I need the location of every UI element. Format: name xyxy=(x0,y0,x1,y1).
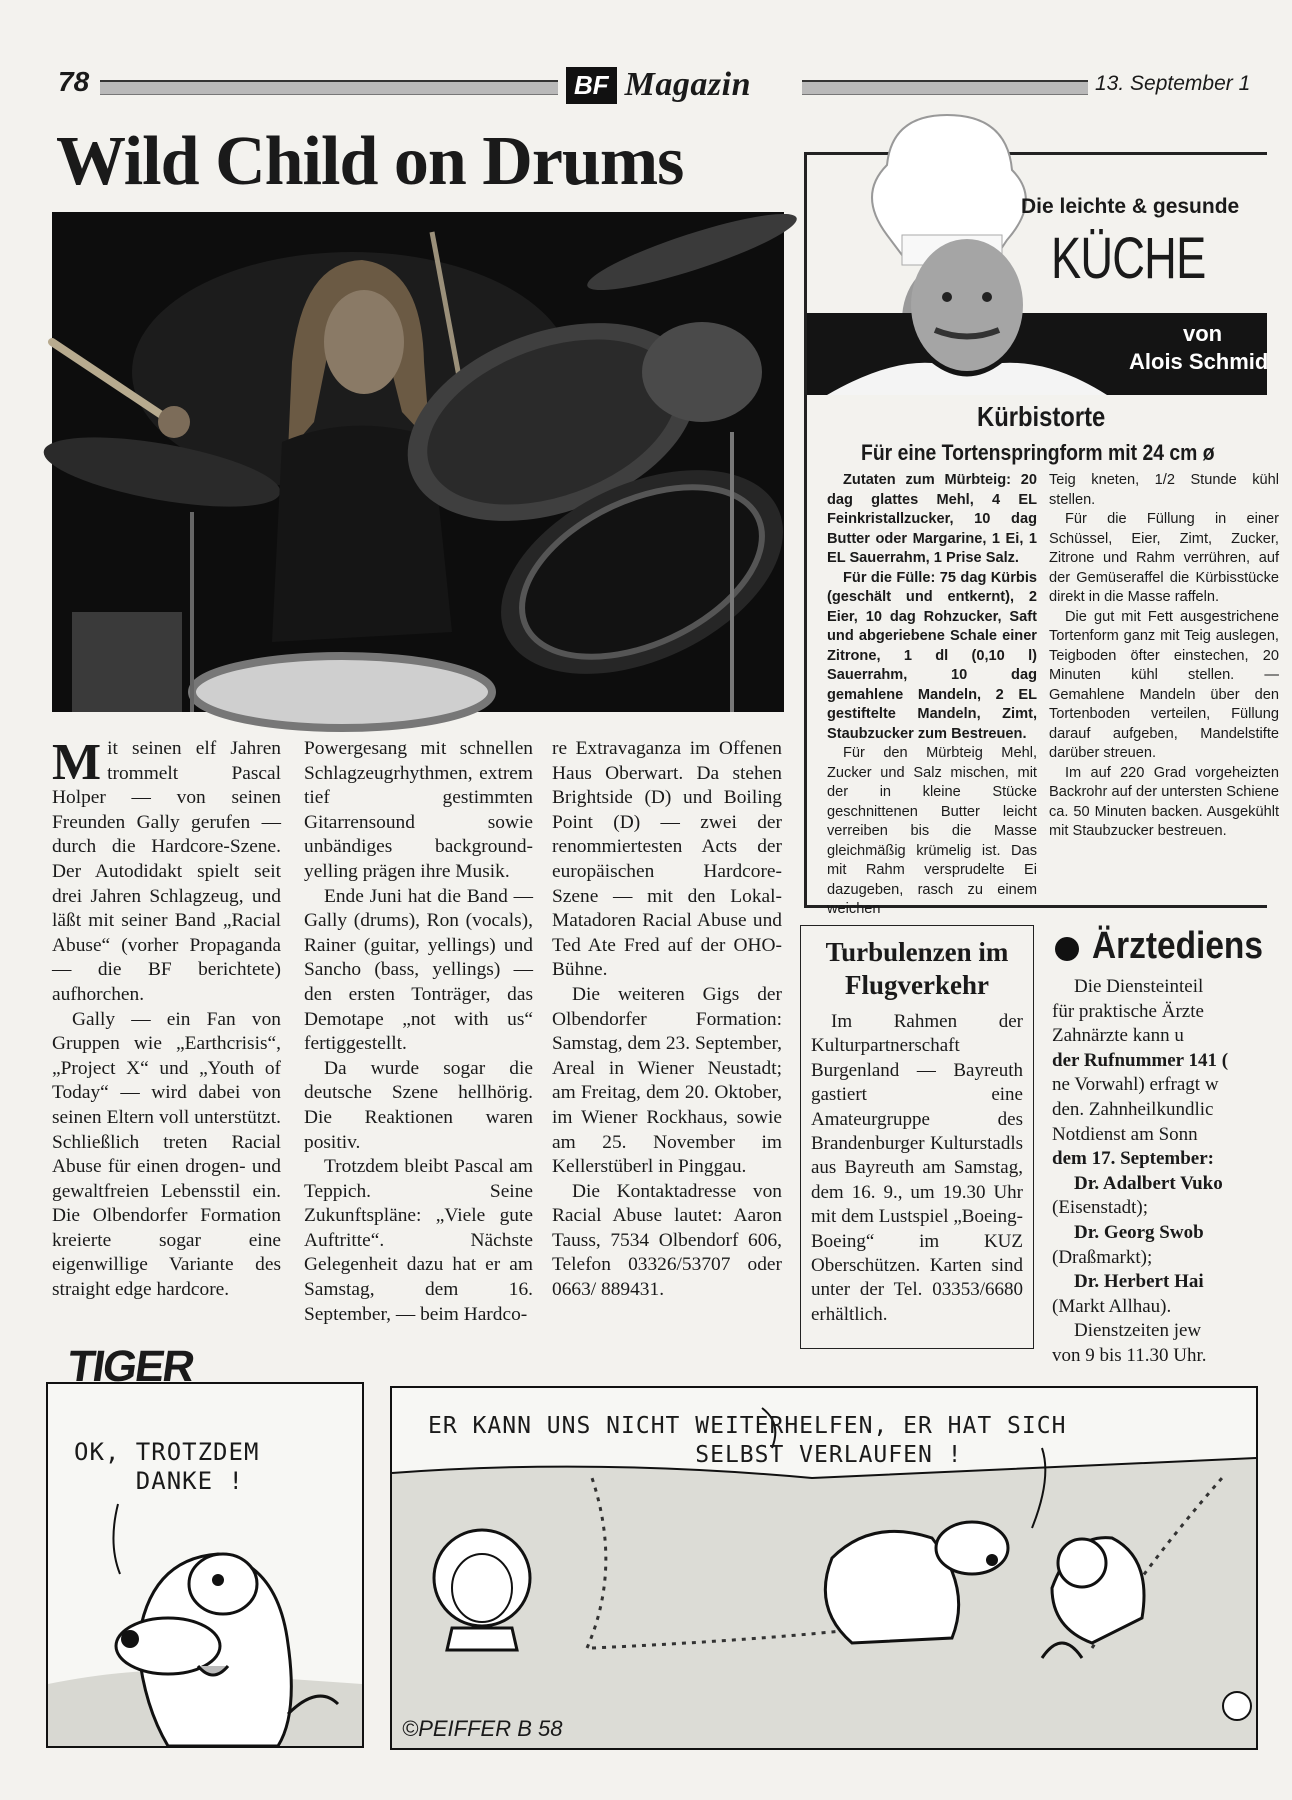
aerzte-line: ne Vorwahl) erfragt w xyxy=(1052,1074,1219,1096)
aerzte-line: den. Zahnheilkundlic xyxy=(1052,1098,1214,1120)
article-paragraph: Trotzdem bleibt Pascal am Teppich. Seine Zukunftspläne: „Viele gute Auftritte“. Nächste Gelegenheit dazu hat er am Samstag, dem 16. September, — beim Hardco- xyxy=(304,1156,533,1325)
comic-panel-1-speech: OK, TROTZDEM DANKE ! xyxy=(74,1438,260,1495)
article-paragraph: Powergesang mit schnellen Schlagzeugrhythmen, extrem tief gestimmten Gitarrensound sowie unbändiges background-yelling prägen ihre Musik. xyxy=(304,738,533,882)
aerzte-line: für praktische Ärzte xyxy=(1052,1000,1204,1022)
recipe-dish-title: Kürbistorte xyxy=(977,401,1106,432)
recipe-form-size: Für eine Tortenspringform mit 24 cm ø xyxy=(861,440,1215,465)
article-paragraph: Mit seinen elf Jahren trommelt Pascal Holper — von seinen Freunden Gally gerufen — durch die Hardcore-Szene. Der Autodidakt spielt seit drei Jahren Schlagzeug, und läßt mit seiner Band „Racial Abuse“ (vorher Propaganda — die BF berichtete) aufhorchen. xyxy=(52,734,281,1005)
brand-badge: BF xyxy=(566,67,617,104)
bullet-icon xyxy=(1055,937,1079,961)
article-headline: Wild Child on Drums xyxy=(56,123,684,200)
recipe-ingredients-filling: Für die Fülle: 75 dag Kürbis (geschält und entkernt), 2 Eier, 10 dag Rohzucker, Saft und abgeriebene Schale einer Zitrone, 1 dl (0,10 l) Sauerrahm, 10 dag gemahlene Mandeln, 2 EL gestiftelte Mandeln, Zimt, Staubzucker zum Bestreuen. xyxy=(827,569,1037,742)
aerzte-line: Dr. Georg Swob xyxy=(1074,1221,1204,1243)
aerzte-line: der Rufnummer 141 ( xyxy=(1052,1049,1229,1071)
aerzte-line: Dr. Adalbert Vuko xyxy=(1074,1172,1223,1194)
aerzte-line: Notdienst am Sonn xyxy=(1052,1123,1198,1145)
turbulenzen-title: Turbulenzen im Flugverkehr xyxy=(825,937,1009,1000)
issue-date: 13. September 1 xyxy=(1095,72,1251,95)
recipe-box xyxy=(804,152,1279,917)
aerzte-line: Zahnärzte kann u xyxy=(1052,1025,1184,1047)
author-prefix: von xyxy=(1183,321,1223,346)
comic-signature: ©PEIFFER B 58 xyxy=(402,1716,563,1741)
aerzte-line: (Markt Allhau). xyxy=(1052,1295,1172,1317)
drop-cap: M xyxy=(52,734,102,791)
article-paragraph: Ende Juni hat die Band — Gally (drums), Ron (vocals), Rainer (guitar, yellings) und Sancho (bass, yellings) — den ersten Tonträger, das Demotape „not with us“ fertiggestellt. xyxy=(304,885,533,1055)
recipe-author: Alois Schmid xyxy=(1129,349,1269,374)
recipe-step: Für die Füllung in einer Schüssel, Eier, Zimt, Zucker, Zitrone und Rahm verrühren, auf der Gemüseraffel die Kürbisstücke direkt in die Masse raffeln. xyxy=(1049,511,1279,605)
turbulenzen-text: Im Rahmen der Kulturpartnerschaft Burgenland — Bayreuth gastiert eine Amateurgruppe des Brandenburger Kulturstadls aus Bayreuth am Samstag, dem 16. 9., um 19.30 Uhr mit dem Lustspiel „Boeing-Boeing“ im KUZ Oberschützen. Karten sind unter der Tel. 03353/6680 erhältlich. xyxy=(811,1011,1023,1325)
turbulenzen-box xyxy=(800,925,1034,1349)
aerzte-line: dem 17. September: xyxy=(1052,1148,1214,1170)
drummer-photo xyxy=(52,212,784,712)
recipe-step: Die gut mit Fett ausgestrichene Tortenform ganz mit Teig auslegen, Teigboden öfter einstechen, 20 Minuten kühl stellen. — Gemahlene Mandeln über den Tortenboden verteilen, Füllung darauf aufgeben, Mandelstifte darüber streuen. xyxy=(1049,608,1279,761)
recipe-column-1 xyxy=(827,471,1037,920)
aerzte-line: (Eisenstadt); xyxy=(1052,1197,1149,1219)
chef-body xyxy=(807,255,1127,395)
brand-logo xyxy=(566,66,751,104)
aerzte-line: Die Diensteinteil xyxy=(1074,976,1204,997)
aerztedienst-title: Ärztediens xyxy=(1092,925,1263,967)
recipe-column-2 xyxy=(1049,471,1279,842)
article-paragraph: Die Kontaktadresse von Racial Abuse lautet: Aaron Tauss, 7534 Olbendorf 606, Telefon 03326/53707 oder 0663/ 889431. xyxy=(552,1180,782,1301)
aerzte-line: (Draßmarkt); xyxy=(1052,1246,1153,1268)
article-paragraph: Da wurde sogar die deutsche Szene hellhörig. Die Reaktionen waren positiv. xyxy=(304,1057,533,1153)
recipe-step: Teig kneten, 1/2 Stunde kühl stellen. xyxy=(1049,472,1279,508)
drummer-photo-illustration xyxy=(52,212,784,712)
comic-logo: TIGER xyxy=(64,1342,196,1391)
comic-panel-2-speech: ER KANN UNS NICHT WEITERHELFEN, ER HAT SICH SELBST VERLAUFEN ! xyxy=(428,1413,1067,1468)
header-rule-left xyxy=(100,80,558,95)
recipe-step: Im auf 220 Grad vorgeheizten Backrohr auf der untersten Schiene ca. 50 Minuten backen. Ausgekühlt mit Staubzucker bestreuen. xyxy=(1049,764,1279,839)
article-column-2 xyxy=(304,737,533,1327)
article-paragraph: Gally — ein Fan von Gruppen wie „Earthcrisis“, „Project X“ und „Youth of Today“ — wird dabei von seinen Eltern voll unterstützt. Schließlich treten Racial Abuse für einen drogen- und gewaltfreien Lebensstil ein. Die Olbendorfer Formation kreierte sogar eine eigenwillige Variante des straight edge hardcore. xyxy=(52,1008,281,1301)
comic-panel-1 xyxy=(46,1382,364,1748)
aerzte-line: Dr. Herbert Hai xyxy=(1074,1271,1204,1293)
recipe-section-title: KÜCHE xyxy=(1051,226,1206,291)
brand-name: Magazin xyxy=(624,66,751,103)
page-number: 78 xyxy=(58,66,90,97)
recipe-tagline: Die leichte & gesunde xyxy=(1021,195,1240,218)
recipe-step: Für den Mürbteig Mehl, Zucker und Salz mischen, mit der in kleine Stücke geschnittenen Butter leicht verreiben bis die Masse gleichmäßig krümelig ist. Das mit Rahm versprudelte Ei dazugeben, rasch zu einem weichen xyxy=(827,745,1037,917)
article-column-3 xyxy=(552,737,782,1303)
article-column-1 xyxy=(52,734,281,1303)
aerzte-line: Dienstzeiten jew xyxy=(1074,1320,1202,1342)
recipe-ingredients-dough: Zutaten zum Mürbteig: 20 dag glattes Mehl, 4 EL Feinkristallzucker, 10 dag Butter oder Margarine, 1 Ei, 1 EL Sauerrahm, 1 Prise Salz. xyxy=(827,472,1037,566)
article-paragraph: re Extravaganza im Offenen Haus Oberwart. Da stehen Brightside (D) und Boiling Point (D) — zwei der renommiertesten Acts der europäischen Hardcore-Szene — mit den Lokal-Matadoren Racial Abuse und Ted Ate Fred auf der OHO-Bühne. xyxy=(552,738,782,981)
article-paragraph: Die weiteren Gigs der Olbendorfer Formation: Samstag, dem 23. September, Areal in Wiener Neustadt; am Freitag, dem 20. Oktober, im Wiener Rockhaus, sowie am 25. November im Kellerstüberl in Pinggau. xyxy=(552,983,782,1178)
aerzte-line: von 9 bis 11.30 Uhr. xyxy=(1052,1344,1207,1366)
aerztedienst-text xyxy=(1052,975,1292,1369)
